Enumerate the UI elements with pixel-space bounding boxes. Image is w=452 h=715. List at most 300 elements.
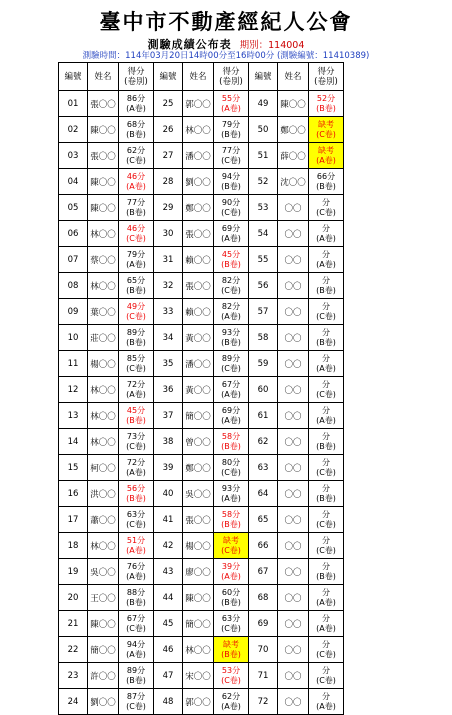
candidate-name: 簡〇〇	[183, 611, 214, 637]
candidate-name: 劉〇〇	[88, 689, 119, 715]
candidate-name: 薛〇〇	[278, 143, 309, 169]
candidate-number: 03	[59, 143, 88, 169]
score-value: 51分	[126, 535, 146, 545]
score-cell	[309, 299, 344, 325]
score-value: 67分	[126, 613, 146, 623]
candidate-number: 31	[154, 247, 183, 273]
score-value: 分	[322, 483, 330, 493]
candidate-number: 23	[59, 663, 88, 689]
candidate-name: 柯〇〇	[88, 455, 119, 481]
score-value: 分	[322, 353, 330, 363]
score-value: 68分	[126, 119, 146, 129]
score-cell	[119, 611, 154, 637]
score-cell	[309, 91, 344, 117]
candidate-number: 33	[154, 299, 183, 325]
paper-type: (A卷)	[126, 259, 146, 269]
paper-type: (A卷)	[316, 363, 336, 373]
paper-type: (C卷)	[126, 441, 146, 451]
score-value: 分	[322, 535, 330, 545]
candidate-name: 〇〇	[278, 221, 309, 247]
table-row	[59, 169, 344, 195]
candidate-number: 25	[154, 91, 183, 117]
score-cell	[119, 117, 154, 143]
candidate-number: 57	[249, 299, 278, 325]
paper-type: (A卷)	[221, 571, 241, 581]
candidate-name: 黃〇〇	[183, 377, 214, 403]
candidate-number: 62	[249, 429, 278, 455]
candidate-number: 69	[249, 611, 278, 637]
score-value: 分	[322, 431, 330, 441]
score-value: 56分	[126, 483, 146, 493]
score-value: 49分	[126, 301, 146, 311]
header-name: 姓名	[183, 63, 214, 91]
table-row	[59, 403, 344, 429]
candidate-name: 陳〇〇	[88, 169, 119, 195]
paper-type: (B卷)	[126, 129, 146, 139]
paper-type: (A卷)	[316, 233, 336, 243]
header-num: 編號	[59, 63, 88, 91]
candidate-name: 王〇〇	[88, 585, 119, 611]
score-value: 69分	[221, 223, 241, 233]
candidate-number: 11	[59, 351, 88, 377]
candidate-number: 51	[249, 143, 278, 169]
score-value: 93分	[221, 327, 241, 337]
score-value: 82分	[221, 301, 241, 311]
candidate-number: 71	[249, 663, 278, 689]
candidate-name: 〇〇	[278, 403, 309, 429]
candidate-name: 〇〇	[278, 273, 309, 299]
score-cell	[309, 351, 344, 377]
header-name: 姓名	[88, 63, 119, 91]
candidate-number: 29	[154, 195, 183, 221]
paper-type: (B卷)	[126, 207, 146, 217]
score-value: 72分	[126, 379, 146, 389]
score-value: 69分	[221, 405, 241, 415]
candidate-name: 〇〇	[278, 637, 309, 663]
score-cell	[214, 91, 249, 117]
score-cell	[214, 481, 249, 507]
score-cell	[214, 429, 249, 455]
paper-type: (C卷)	[316, 649, 336, 659]
candidate-number: 63	[249, 455, 278, 481]
score-cell	[309, 221, 344, 247]
candidate-name: 葉〇〇	[88, 299, 119, 325]
paper-type: (A卷)	[316, 259, 336, 269]
candidate-name: 林〇〇	[88, 221, 119, 247]
score-cell	[119, 559, 154, 585]
subtitle: 測驗成績公布表	[147, 38, 232, 51]
score-value: 分	[322, 223, 330, 233]
score-cell	[119, 377, 154, 403]
candidate-number: 17	[59, 507, 88, 533]
candidate-number: 15	[59, 455, 88, 481]
table-row	[59, 117, 344, 143]
table-row	[59, 585, 344, 611]
paper-type: (C卷)	[126, 363, 146, 373]
candidate-name: 〇〇	[278, 325, 309, 351]
candidate-name: 黃〇〇	[183, 325, 214, 351]
paper-type: (B卷)	[316, 441, 336, 451]
paper-type: (A卷)	[221, 389, 241, 399]
score-value: 分	[322, 457, 330, 467]
candidate-number: 58	[249, 325, 278, 351]
candidate-name: 簡〇〇	[183, 403, 214, 429]
score-value: 39分	[221, 561, 241, 571]
score-value: 分	[322, 665, 330, 675]
score-value: 52分	[316, 93, 336, 103]
candidate-name: 潘〇〇	[183, 143, 214, 169]
score-cell	[309, 403, 344, 429]
results-body	[59, 91, 344, 715]
candidate-number: 28	[154, 169, 183, 195]
candidate-number: 37	[154, 403, 183, 429]
paper-type: (A卷)	[316, 415, 336, 425]
candidate-number: 19	[59, 559, 88, 585]
candidate-name: 〇〇	[278, 585, 309, 611]
paper-type: (A卷)	[221, 701, 241, 711]
candidate-number: 64	[249, 481, 278, 507]
header-score-line1: 得分	[317, 66, 335, 77]
score-cell	[119, 455, 154, 481]
candidate-name: 鄭〇〇	[183, 455, 214, 481]
candidate-name: 賴〇〇	[183, 247, 214, 273]
score-cell	[119, 299, 154, 325]
score-cell	[214, 663, 249, 689]
header-score	[119, 63, 154, 91]
paper-type: (B卷)	[221, 259, 241, 269]
absent-score-cell	[214, 637, 249, 663]
score-value: 66分	[316, 171, 336, 181]
score-value: 89分	[126, 665, 146, 675]
score-value: 分	[322, 301, 330, 311]
page-title: 臺中市不動產經紀人公會	[99, 9, 353, 34]
paper-type: (A卷)	[316, 597, 336, 607]
candidate-name: 〇〇	[278, 299, 309, 325]
score-value: 58分	[221, 431, 241, 441]
candidate-name: 〇〇	[278, 689, 309, 715]
table-row	[59, 351, 344, 377]
score-cell	[214, 221, 249, 247]
paper-type: (C卷)	[316, 129, 336, 139]
paper-type: (C卷)	[316, 545, 336, 555]
score-cell	[119, 689, 154, 715]
candidate-name: 陳〇〇	[88, 195, 119, 221]
score-value: 65分	[126, 275, 146, 285]
score-value: 55分	[221, 93, 241, 103]
candidate-number: 04	[59, 169, 88, 195]
paper-type: (C卷)	[221, 207, 241, 217]
table-row	[59, 663, 344, 689]
candidate-name: 張〇〇	[88, 143, 119, 169]
header-score-line2: (卷別)	[219, 76, 243, 87]
candidate-name: 劉〇〇	[183, 169, 214, 195]
candidate-name: 〇〇	[278, 247, 309, 273]
candidate-name: 林〇〇	[88, 403, 119, 429]
candidate-number: 68	[249, 585, 278, 611]
score-value: 86分	[126, 93, 146, 103]
candidate-number: 32	[154, 273, 183, 299]
paper-type: (B卷)	[316, 285, 336, 295]
score-value: 63分	[126, 509, 146, 519]
paper-type: (B卷)	[126, 675, 146, 685]
score-value: 94分	[221, 171, 241, 181]
score-cell	[309, 585, 344, 611]
paper-type: (C卷)	[126, 155, 146, 165]
header-num: 編號	[249, 63, 278, 91]
candidate-name: 〇〇	[278, 559, 309, 585]
paper-type: (B卷)	[316, 571, 336, 581]
candidate-name: 郭〇〇	[183, 91, 214, 117]
candidate-name: 蕭〇〇	[88, 507, 119, 533]
candidate-name: 楊〇〇	[183, 533, 214, 559]
score-value: 46分	[126, 223, 146, 233]
paper-type: (C卷)	[221, 363, 241, 373]
score-cell	[309, 377, 344, 403]
score-value: 46分	[126, 171, 146, 181]
candidate-number: 21	[59, 611, 88, 637]
candidate-number: 49	[249, 91, 278, 117]
score-value: 87分	[126, 691, 146, 701]
score-value: 67分	[221, 379, 241, 389]
paper-type: (B卷)	[316, 337, 336, 347]
score-value: 53分	[221, 665, 241, 675]
table-row	[59, 221, 344, 247]
score-cell	[309, 247, 344, 273]
table-row	[59, 559, 344, 585]
score-cell	[214, 169, 249, 195]
score-value: 缺考	[223, 639, 239, 649]
paper-type: (C卷)	[221, 545, 241, 555]
candidate-name: 〇〇	[278, 377, 309, 403]
score-cell	[309, 533, 344, 559]
score-cell	[214, 299, 249, 325]
paper-type: (A卷)	[221, 415, 241, 425]
score-value: 45分	[221, 249, 241, 259]
candidate-name: 許〇〇	[88, 663, 119, 689]
paper-type: (C卷)	[316, 675, 336, 685]
candidate-name: 曾〇〇	[183, 429, 214, 455]
candidate-name: 〇〇	[278, 507, 309, 533]
score-value: 82分	[221, 275, 241, 285]
candidate-number: 02	[59, 117, 88, 143]
score-cell	[309, 273, 344, 299]
score-cell	[309, 637, 344, 663]
table-row	[59, 611, 344, 637]
table-row	[59, 507, 344, 533]
paper-type: (B卷)	[221, 519, 241, 529]
score-cell	[119, 91, 154, 117]
candidate-number: 55	[249, 247, 278, 273]
score-value: 62分	[221, 691, 241, 701]
candidate-number: 18	[59, 533, 88, 559]
paper-type: (B卷)	[126, 415, 146, 425]
candidate-number: 40	[154, 481, 183, 507]
paper-type: (C卷)	[126, 623, 146, 633]
score-cell	[214, 585, 249, 611]
candidate-number: 10	[59, 325, 88, 351]
score-cell	[309, 429, 344, 455]
score-cell	[119, 403, 154, 429]
candidate-number: 26	[154, 117, 183, 143]
score-value: 62分	[126, 145, 146, 155]
paper-type: (A卷)	[126, 571, 146, 581]
candidate-number: 47	[154, 663, 183, 689]
candidate-name: 莊〇〇	[88, 325, 119, 351]
candidate-name: 沈〇〇	[278, 169, 309, 195]
score-cell	[214, 351, 249, 377]
score-value: 79分	[221, 119, 241, 129]
candidate-number: 01	[59, 91, 88, 117]
score-value: 分	[322, 639, 330, 649]
header-score-line1: 得分	[222, 66, 240, 77]
paper-type: (B卷)	[126, 597, 146, 607]
score-value: 60分	[221, 587, 241, 597]
header-num: 編號	[154, 63, 183, 91]
paper-type: (A卷)	[126, 467, 146, 477]
score-cell	[119, 195, 154, 221]
paper-type: (A卷)	[126, 545, 146, 555]
score-cell	[214, 377, 249, 403]
score-cell	[119, 247, 154, 273]
candidate-name: 陳〇〇	[278, 91, 309, 117]
candidate-name: 蔡〇〇	[88, 247, 119, 273]
header-score	[309, 63, 344, 91]
header-score-line2: (卷別)	[124, 76, 148, 87]
candidate-number: 41	[154, 507, 183, 533]
paper-type: (C卷)	[316, 207, 336, 217]
candidate-name: 吳〇〇	[183, 481, 214, 507]
paper-type: (C卷)	[316, 519, 336, 529]
paper-type: (A卷)	[221, 233, 241, 243]
score-cell	[214, 247, 249, 273]
paper-type: (B卷)	[126, 285, 146, 295]
header-row	[59, 63, 344, 91]
header-score-line2: (卷別)	[314, 76, 338, 87]
candidate-number: 45	[154, 611, 183, 637]
absent-score-cell	[309, 117, 344, 143]
candidate-number: 50	[249, 117, 278, 143]
score-cell	[214, 559, 249, 585]
candidate-number: 39	[154, 455, 183, 481]
table-row	[59, 455, 344, 481]
candidate-name: 廖〇〇	[183, 559, 214, 585]
score-value: 缺考	[318, 145, 334, 155]
paper-type: (B卷)	[316, 181, 336, 191]
score-value: 58分	[221, 509, 241, 519]
candidate-number: 08	[59, 273, 88, 299]
paper-type: (B卷)	[126, 337, 146, 347]
paper-type: (C卷)	[126, 701, 146, 711]
paper-type: (A卷)	[126, 103, 146, 113]
paper-type: (C卷)	[221, 467, 241, 477]
candidate-number: 61	[249, 403, 278, 429]
absent-score-cell	[309, 143, 344, 169]
score-cell	[309, 481, 344, 507]
paper-type: (C卷)	[221, 623, 241, 633]
candidate-number: 30	[154, 221, 183, 247]
paper-type: (B卷)	[316, 493, 336, 503]
score-cell	[119, 325, 154, 351]
score-cell	[309, 559, 344, 585]
candidate-name: 洪〇〇	[88, 481, 119, 507]
score-cell	[119, 533, 154, 559]
score-value: 分	[322, 249, 330, 259]
candidate-name: 張〇〇	[183, 273, 214, 299]
candidate-name: 潘〇〇	[183, 351, 214, 377]
candidate-name: 宋〇〇	[183, 663, 214, 689]
paper-type: (A卷)	[126, 389, 146, 399]
score-cell	[214, 689, 249, 715]
candidate-number: 27	[154, 143, 183, 169]
candidate-number: 42	[154, 533, 183, 559]
paper-type: (C卷)	[126, 311, 146, 321]
table-row	[59, 247, 344, 273]
paper-type: (B卷)	[221, 181, 241, 191]
score-cell	[309, 169, 344, 195]
candidate-number: 07	[59, 247, 88, 273]
candidate-name: 〇〇	[278, 663, 309, 689]
score-cell	[309, 611, 344, 637]
table-row	[59, 299, 344, 325]
score-cell	[214, 455, 249, 481]
score-cell	[214, 117, 249, 143]
score-value: 缺考	[318, 119, 334, 129]
table-row	[59, 377, 344, 403]
period-label: 期別：114004	[239, 40, 305, 51]
table-row	[59, 273, 344, 299]
candidate-name: 陳〇〇	[88, 611, 119, 637]
score-value: 分	[322, 327, 330, 337]
score-value: 分	[322, 509, 330, 519]
candidate-number: 65	[249, 507, 278, 533]
score-value: 缺考	[223, 535, 239, 545]
score-cell	[214, 611, 249, 637]
score-cell	[119, 481, 154, 507]
candidate-number: 35	[154, 351, 183, 377]
score-cell	[214, 403, 249, 429]
score-value: 分	[322, 691, 330, 701]
candidate-number: 24	[59, 689, 88, 715]
score-cell	[214, 325, 249, 351]
candidate-name: 張〇〇	[183, 221, 214, 247]
score-value: 45分	[126, 405, 146, 415]
score-cell	[214, 143, 249, 169]
score-cell	[119, 351, 154, 377]
candidate-number: 70	[249, 637, 278, 663]
paper-type: (A卷)	[221, 103, 241, 113]
candidate-number: 44	[154, 585, 183, 611]
candidate-number: 22	[59, 637, 88, 663]
candidate-number: 66	[249, 533, 278, 559]
score-value: 89分	[221, 353, 241, 363]
score-cell	[119, 585, 154, 611]
score-value: 分	[322, 379, 330, 389]
candidate-name: 〇〇	[278, 481, 309, 507]
score-cell	[309, 325, 344, 351]
score-cell	[119, 143, 154, 169]
score-cell	[119, 663, 154, 689]
candidate-name: 吳〇〇	[88, 559, 119, 585]
candidate-number: 12	[59, 377, 88, 403]
candidate-name: 林〇〇	[88, 429, 119, 455]
score-value: 93分	[221, 483, 241, 493]
paper-type: (B卷)	[221, 649, 241, 659]
paper-type: (A卷)	[316, 701, 336, 711]
paper-type: (A卷)	[316, 155, 336, 165]
candidate-number: 20	[59, 585, 88, 611]
score-value: 分	[322, 197, 330, 207]
candidate-number: 13	[59, 403, 88, 429]
